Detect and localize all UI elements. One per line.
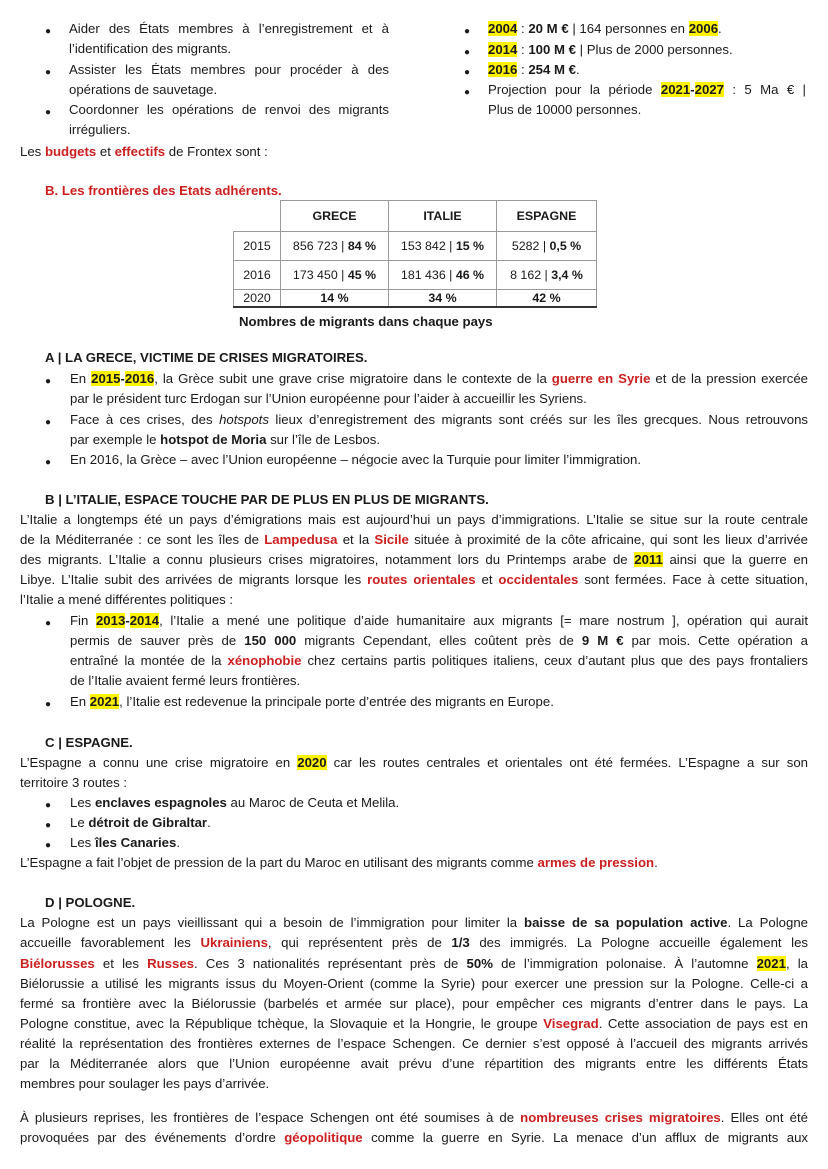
- table-caption: Nombres de migrants dans chaque pays: [239, 314, 493, 329]
- bullet-icon: ●: [464, 67, 471, 78]
- bullet-icon: ●: [45, 699, 52, 710]
- table-row: [234, 290, 597, 308]
- paragraph-line: L’Italie a longtemps été un pays d’émigrations mais est aujourd’hui un pays d’immigrations. L’Italie se situe sur la route centrale: [20, 512, 808, 527]
- list-item-cont: irréguliers.: [69, 122, 131, 137]
- paragraph-line: l’Italie a mené différentes politiques :: [20, 592, 234, 607]
- list-item: En 2016, la Grèce – avec l’Union européenne – négocie avec la Turquie pour limiter l’immigration.: [70, 452, 642, 467]
- paragraph-line: Pologne constitue, avec la République tchèque, la Slovaquie et la Hongrie, le groupe Visegrad. Cette association de pays est en: [20, 1016, 809, 1031]
- subsection-title: A | LA GRECE, VICTIME DE CRISES MIGRATOIRES.: [45, 350, 368, 365]
- paragraph-line: provoquées par des événements d’ordre géopolitique comme la guerre en Syrie. La menace d’un afflux de migrants aux: [20, 1130, 808, 1145]
- list-item: Les enclaves espagnoles au Maroc de Ceuta et Melila.: [70, 795, 400, 810]
- list-item: 2014 : 100 M € | Plus de 2000 personnes.: [488, 42, 733, 57]
- list-item: 2004 : 20 M € | 164 personnes en 2006.: [488, 21, 722, 36]
- row-year: 2015: [234, 232, 281, 261]
- bullet-icon: ●: [45, 820, 52, 831]
- list-item: En 2021, l’Italie est redevenue la principale porte d’entrée des migrants en Europe.: [70, 694, 554, 709]
- list-item: Assister les États membres pour procéder à des: [69, 62, 389, 77]
- migrants-table: [233, 200, 597, 308]
- paragraph-line: membres pour soulager les pays d’arrivée.: [20, 1076, 270, 1091]
- table-cell: 153 842 | 15 %: [389, 232, 497, 261]
- list-item: Les îles Canaries.: [70, 835, 180, 850]
- bullet-icon: ●: [45, 67, 52, 78]
- bullet-icon: ●: [45, 457, 52, 468]
- table-corner: [234, 201, 281, 232]
- table-cell: 856 723 | 84 %: [281, 232, 389, 261]
- bullet-icon: ●: [45, 26, 52, 37]
- paragraph-line: L’Espagne a fait l’objet de pression de la part du Maroc en utilisant des migrants comme armes de pression.: [20, 855, 658, 870]
- table-row: [234, 261, 597, 290]
- table-cell: 34 %: [389, 290, 497, 308]
- subsection-title: B | L’ITALIE, ESPACE TOUCHE PAR DE PLUS EN PLUS DE MIGRANTS.: [45, 492, 489, 507]
- list-item: Aider des États membres à l’enregistrement et à: [69, 21, 389, 36]
- bullet-icon: ●: [45, 107, 52, 118]
- column-header: ITALIE: [389, 201, 497, 232]
- table-cell: 173 450 | 45 %: [281, 261, 389, 290]
- list-item-cont: entraîné la montée de la xénophobie chez certains partis politiques italiens, ceux d’autant plus que des pays frontaliers: [70, 653, 808, 668]
- subsection-title: C | ESPAGNE.: [45, 735, 133, 750]
- paragraph-line: accueille favorablement les Ukrainiens, qui représentent près de 1/3 des immigrés. La Pologne accueille également les: [20, 935, 808, 950]
- bullet-icon: ●: [45, 376, 52, 387]
- paragraph-line: Libye. L’Italie subit des arrivées de migrants lorsque les routes orientales et occidentales sont fermées. Face à cette situation,: [20, 572, 808, 587]
- bullet-icon: ●: [464, 26, 471, 37]
- list-item-cont: par le président turc Erdogan sur l’Union européenne pour l’aider à accueillir les Syriens.: [70, 391, 587, 406]
- column-header: ESPAGNE: [497, 201, 597, 232]
- list-item: Face à ces crises, des hotspots lieux d’enregistrement des migrants sont créés sur les îles grecques. Nous retrouvons: [70, 412, 809, 427]
- list-item-cont: l’identification des migrants.: [69, 41, 231, 56]
- list-item: Fin 2013-2014, l’Italie a mené une politique d’aide humanitaire aux migrants [= mare nostrum ], opération qui aurait: [70, 613, 809, 628]
- paragraph-line: fermé sa frontière avec la Biélorussie (barbelés et armée sur place), pour empêcher ces migrants d’entrer dans le pays. La: [20, 996, 808, 1011]
- subsection-title: D | POLOGNE.: [45, 895, 136, 910]
- list-item: Coordonner les opérations de renvoi des migrants: [69, 102, 389, 117]
- paragraph-line: La Pologne est un pays vieillissant qui a besoin de l’immigration pour limiter la baisse de sa population active. La Pologne: [20, 915, 808, 930]
- paragraph-line: territoire 3 routes :: [20, 775, 128, 790]
- row-year: 2016: [234, 261, 281, 290]
- paragraph-line: À plusieurs reprises, les frontières de l’espace Schengen ont été soumises à de nombreuses crises migratoires. Elles ont été: [20, 1110, 808, 1125]
- table-cell: 5282 | 0,5 %: [497, 232, 597, 261]
- budget-intro: Les budgets et effectifs de Frontex sont :: [20, 144, 268, 159]
- list-item-cont: opérations de sauvetage.: [69, 82, 218, 97]
- bullet-icon: ●: [45, 618, 52, 629]
- bullet-icon: ●: [45, 800, 52, 811]
- table-cell: 181 436 | 46 %: [389, 261, 497, 290]
- section-title: B. Les frontières des Etats adhérents.: [45, 183, 282, 198]
- list-item: Projection pour la période 2021-2027 : 5 Ma € |: [488, 82, 806, 97]
- paragraph-line: Biélorusses et les Russes. Ces 3 nationalités représentant près de 50% de l’immigration polonaise. À l’automne 2021, la: [20, 956, 809, 971]
- table-row: [234, 232, 597, 261]
- paragraph-line: de la Méditerranée : ce sont les îles de Lampedusa et la Sicile située à proximité de la côte africaine, qui sont les lieux d’arrivée: [20, 532, 808, 547]
- paragraph-line: par la Méditerranée alors que l’Union européenne avait prévu d’une répartition des migrants entre les différents États: [20, 1056, 808, 1071]
- list-item-cont: permis de sauver près de 150 000 migrants Cependant, elles coûtent près de 9 M € par mois. Cette opération a: [70, 633, 809, 648]
- paragraph-line: des migrants. L’Italie a connu plusieurs crises migratoires, notamment lors du Printemps arabe de 2011 ainsi que la guerre en: [20, 552, 808, 567]
- bullet-icon: ●: [45, 417, 52, 428]
- list-item: Le détroit de Gibraltar.: [70, 815, 211, 830]
- paragraph-line: Biélorussie a utilisé les migrants issus du Moyen-Orient (comme la Syrie) pour exercer une pression sur la Pologne. Celle-ci a: [20, 976, 808, 991]
- list-item-cont: de l’Italie avaient fermé leurs frontières.: [70, 673, 301, 688]
- list-item: 2016 : 254 M €.: [488, 62, 580, 77]
- bullet-icon: ●: [464, 87, 471, 98]
- bullet-icon: ●: [45, 840, 52, 851]
- table-header-row: [234, 201, 597, 232]
- column-header: GRECE: [281, 201, 389, 232]
- table-cell: 14 %: [281, 290, 389, 308]
- list-item: En 2015-2016, la Grèce subit une grave crise migratoire dans le contexte de la guerre en Syrie et de la pression exercée: [70, 371, 809, 386]
- bullet-icon: ●: [464, 47, 471, 58]
- row-year: 2020: [234, 290, 281, 308]
- paragraph-line: réalité la représentation des frontières externes de l’espace Schengen. Ce dernier s’est opposé à l’accueil des migrants arrivés: [20, 1036, 808, 1051]
- list-item-cont: par exemple le hotspot de Moria sur l’île de Lesbos.: [70, 432, 381, 447]
- table-cell: 8 162 | 3,4 %: [497, 261, 597, 290]
- paragraph-line: L’Espagne a connu une crise migratoire en 2020 car les routes centrales et orientales ont été fermées. L’Espagne a sur son: [20, 755, 808, 770]
- list-item-cont: Plus de 10000 personnes.: [488, 102, 642, 117]
- table-cell: 42 %: [497, 290, 597, 308]
